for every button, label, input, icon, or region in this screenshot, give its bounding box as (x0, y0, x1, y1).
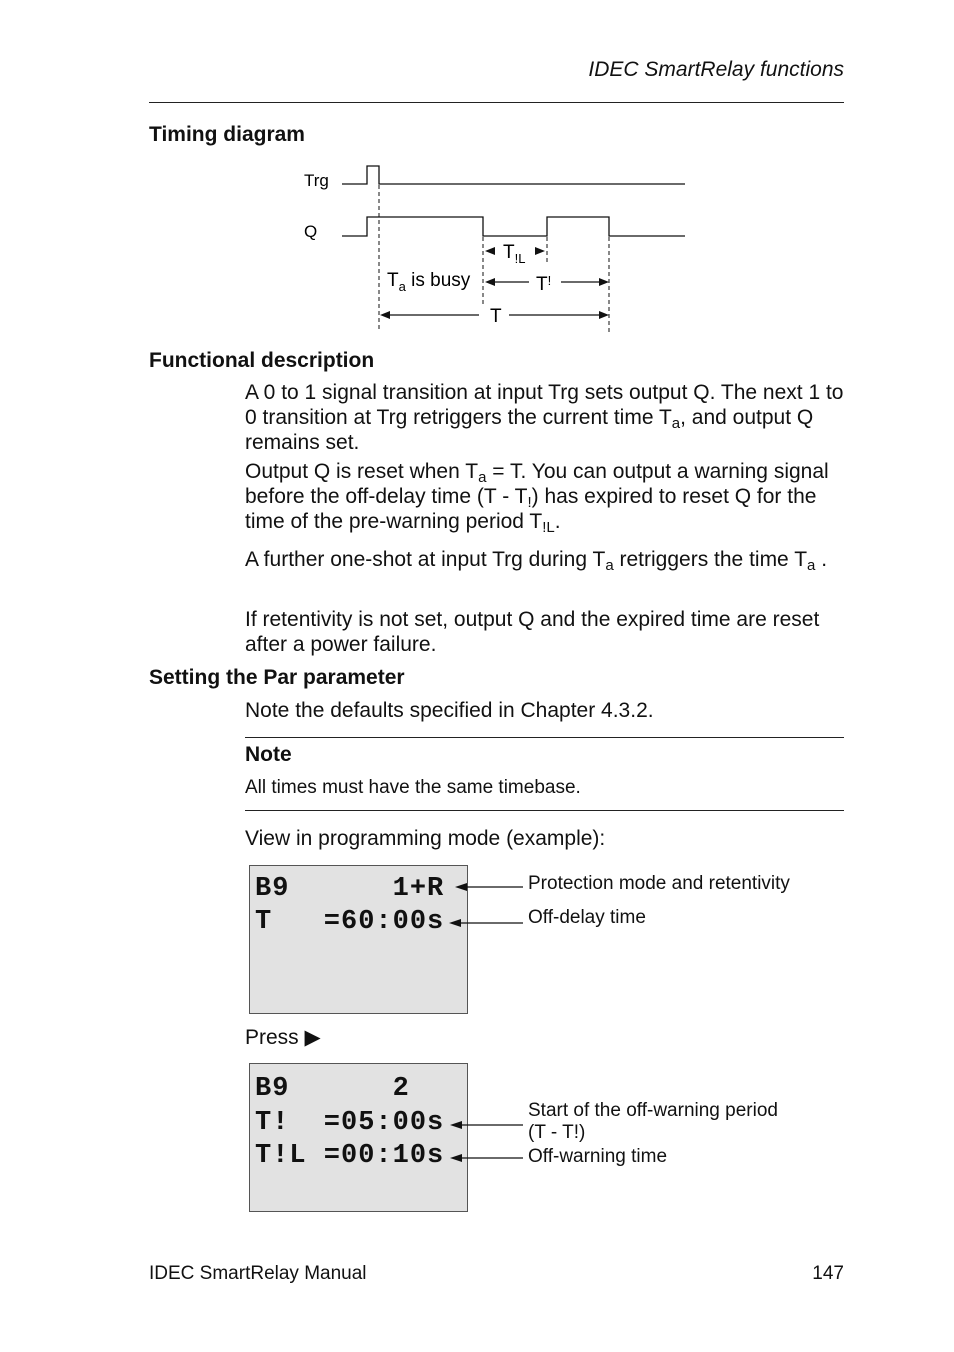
t-arrow-left (380, 311, 390, 319)
timing-diagram (295, 155, 715, 340)
trg-waveform (342, 166, 685, 184)
timing-diagram-heading: Timing diagram (149, 123, 305, 146)
callout-off-delay-time: Off-delay time (528, 907, 646, 928)
callout-protection-mode: Protection mode and retentivity (528, 873, 790, 894)
start-warning-callout-arrow (450, 1121, 462, 1129)
lcd-display-1 (249, 865, 468, 1014)
running-header: IDEC SmartRelay functions (588, 58, 844, 81)
callout-start-warning-line-1: Start of the off-warning period (528, 1100, 778, 1121)
trg-signal-label: Trg (304, 171, 329, 190)
t-excl-label: T! (536, 273, 552, 295)
t-arrow-right (599, 311, 609, 319)
lcd2-line-2: T! =05:00s (255, 1108, 445, 1138)
programming-mode-intro: View in programming mode (example): (245, 827, 606, 850)
q-waveform (342, 217, 685, 236)
lcd2-callout-arrows (440, 1110, 530, 1170)
press-right-instruction: Press ▶ (245, 1026, 321, 1049)
q-signal-label: Q (304, 222, 318, 241)
lcd1-line-2: T =60:00s (255, 907, 445, 937)
note-text: All times must have the same timebase. (245, 777, 581, 798)
offdelay-callout-arrow (449, 919, 461, 927)
note-title: Note (245, 743, 292, 766)
off-warning-callout-arrow (450, 1154, 462, 1162)
lcd2-line-3: T!L =00:10s (255, 1141, 445, 1171)
callout-start-warning-period (528, 1100, 778, 1144)
t-excl-arrow-left (485, 278, 495, 286)
functional-paragraph-4: If retentivity is not set, output Q and the expired time are reset after a power failure. (245, 608, 820, 656)
t-excl-arrow-right (599, 278, 609, 286)
protection-callout-arrow (455, 883, 467, 891)
par-parameter-heading: Setting the Par parameter (149, 666, 405, 689)
functional-paragraph-1: A 0 to 1 signal transition at input Trg sets output Q. The next 1 to 0 transition at Trg retriggers the current time $T_a$, and output Q remains set. (245, 381, 844, 454)
ta-busy-label: $T_a$ is busy (387, 270, 471, 294)
note-bottom-rule (245, 810, 844, 811)
footer-manual-title: IDEC SmartRelay Manual (149, 1263, 367, 1284)
lcd1-callout-arrows (440, 870, 530, 935)
par-parameter-text: Note the defaults specified in Chapter 4.3.2. (245, 699, 654, 722)
til-arrow-left (485, 247, 495, 255)
functional-description-heading: Functional description (149, 349, 375, 372)
lcd-display-2 (249, 1063, 468, 1212)
lcd2-line-1: B9 2 (255, 1074, 410, 1104)
callout-off-warning-time: Off-warning time (528, 1146, 668, 1167)
functional-paragraph-2: Output Q is reset when $T_a = T$. You can output a warning signal before the off-delay time $(T - T_!)$ has expired to reset Q for the time of the pre-warning period $T_{!L}$. (245, 460, 829, 536)
footer-page-number: 147 (812, 1263, 844, 1284)
header-rule (149, 102, 844, 103)
functional-paragraph-3: A further one-shot at input Trg during $T_a$ retriggers the time $T_a$ . (245, 548, 828, 574)
note-top-rule (245, 737, 844, 738)
til-arrow-right (535, 247, 545, 255)
til-label: $T_{!L}$ (503, 242, 526, 266)
lcd1-line-1: B9 1+R (255, 874, 445, 904)
t-label: T (490, 306, 502, 327)
callout-start-warning-line-2: (T - T!) (528, 1122, 586, 1143)
